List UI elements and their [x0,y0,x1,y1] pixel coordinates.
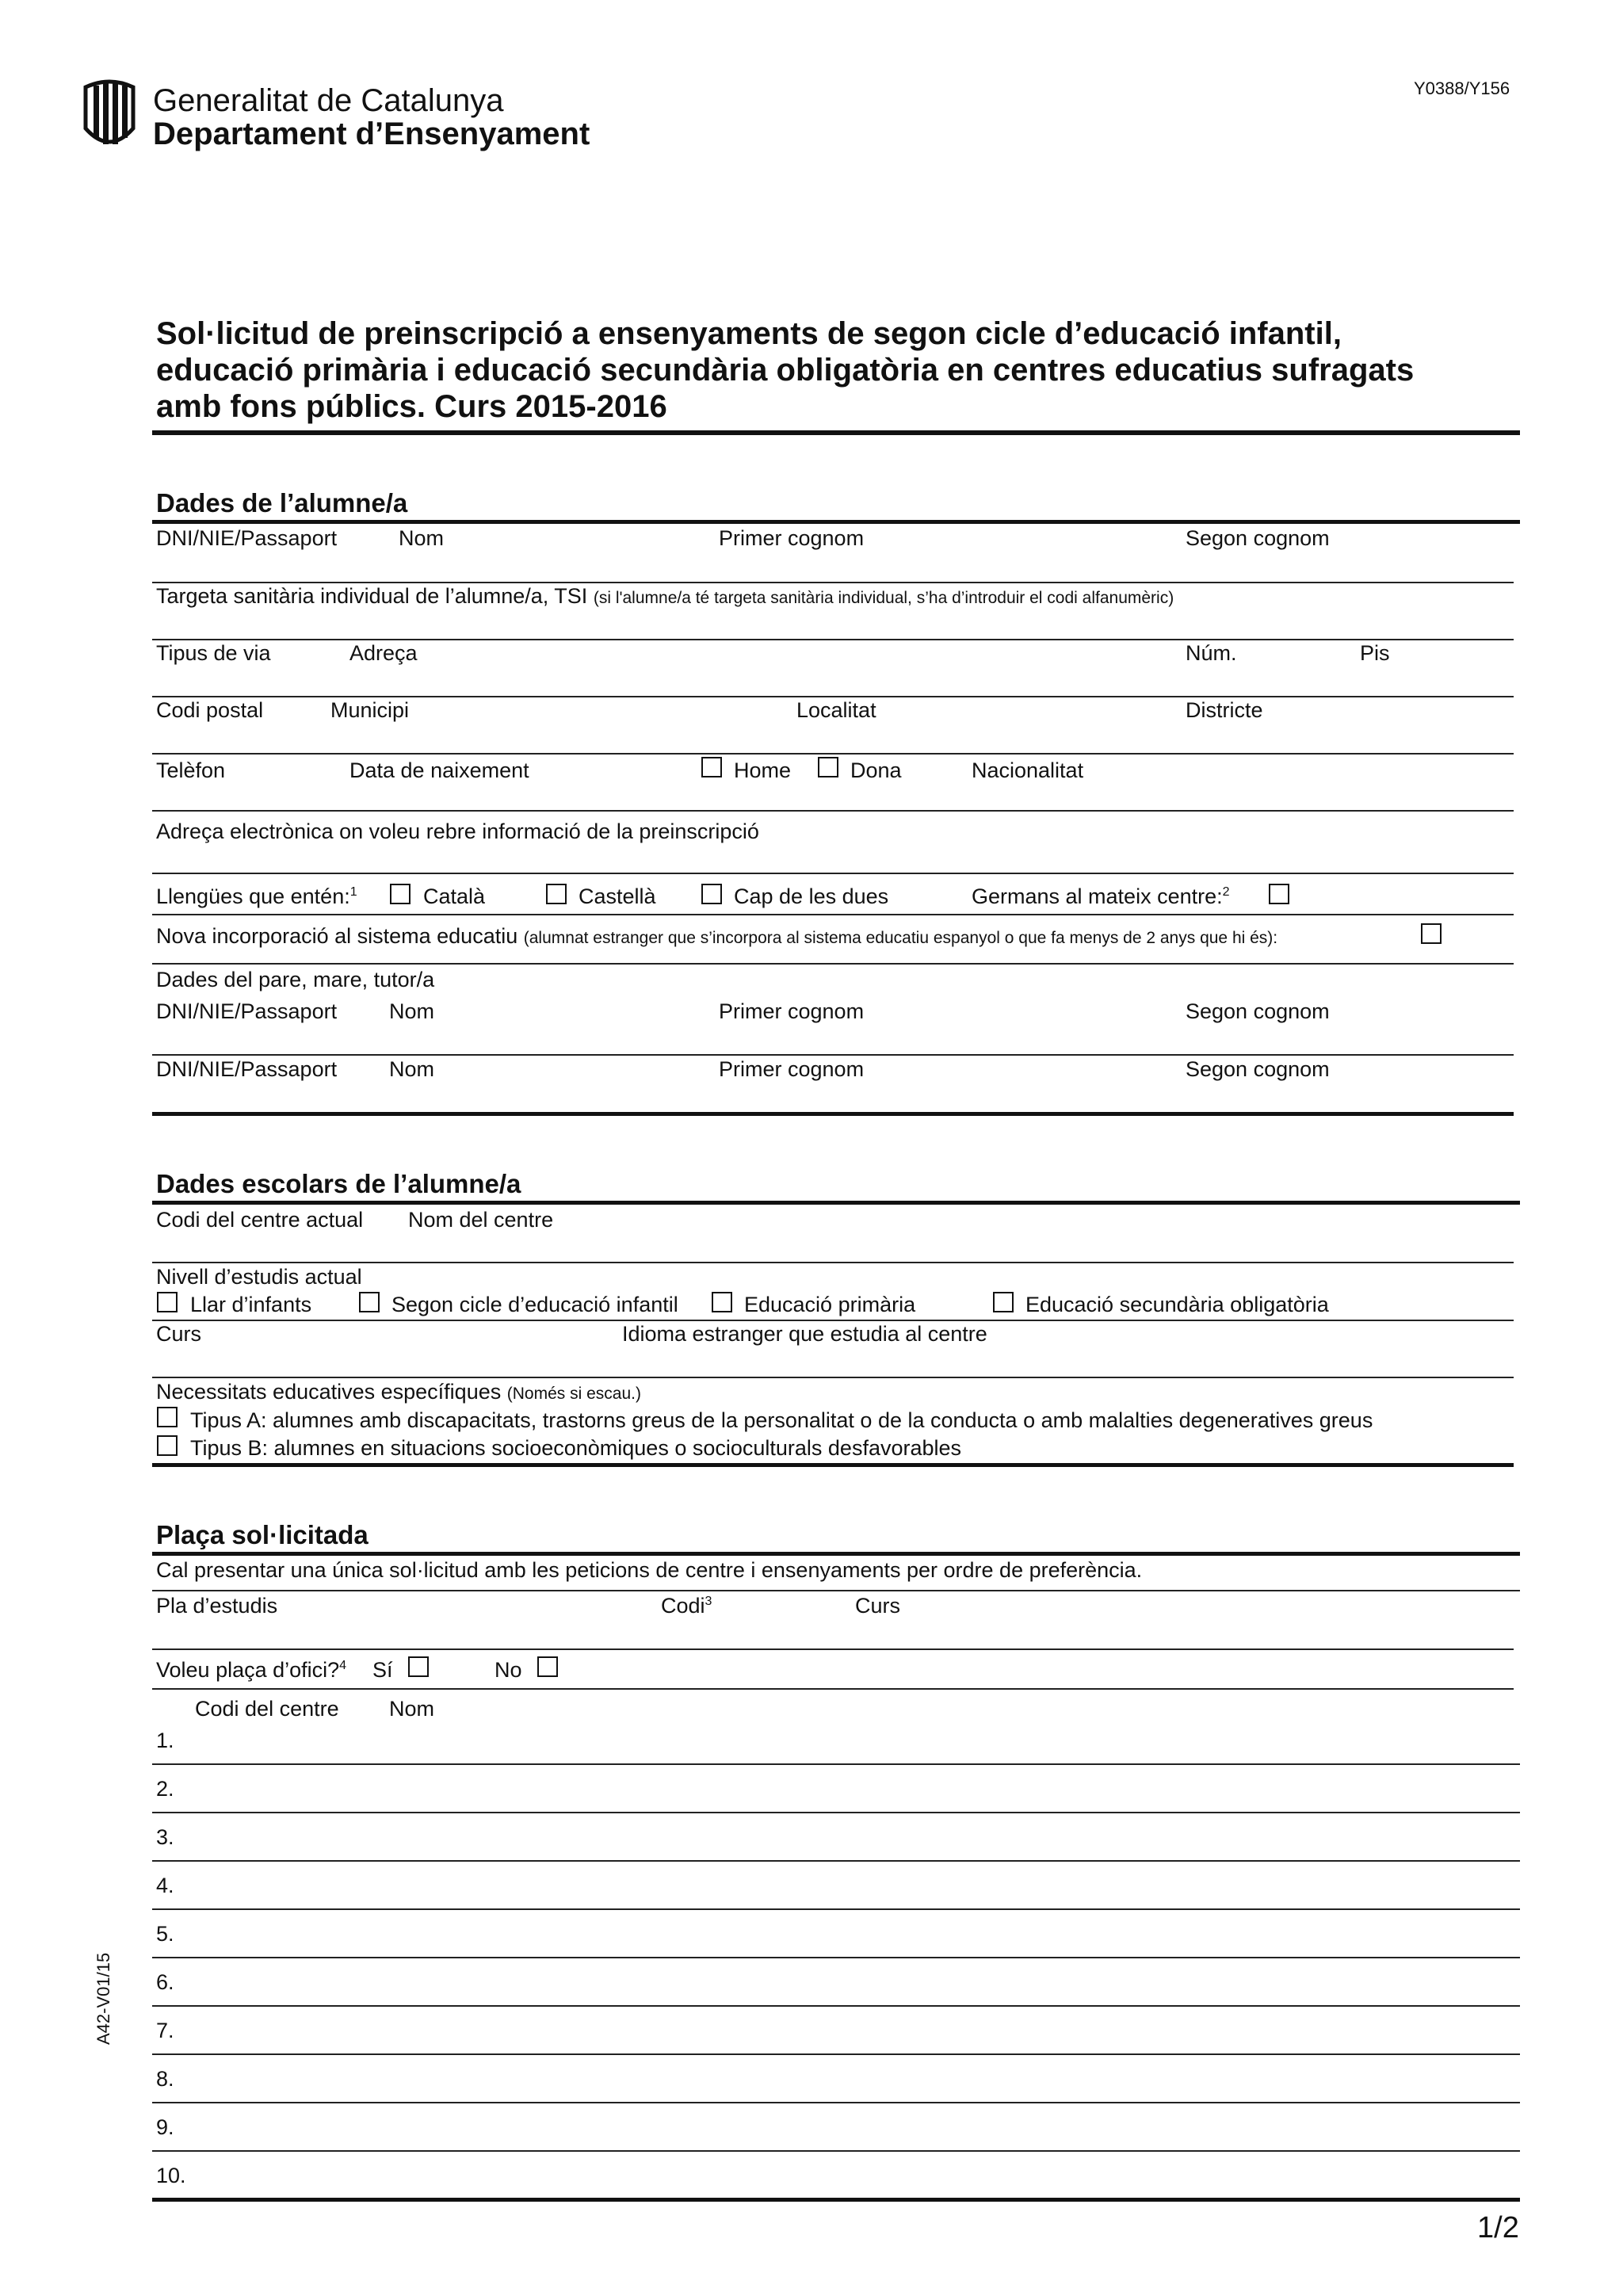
birthdate-label: Data de naixement [349,758,529,782]
form-title-line-2: educació primària i educació secundària obligatòria en centres educatius sufragats [156,353,1415,388]
divider [152,1688,1514,1690]
student-section-heading: Dades de l’alumne/a [156,488,408,518]
title-rule [152,430,1520,435]
street-type-label: Tipus de via [156,641,271,665]
preference-row-divider [152,2005,1520,2007]
nursery-checkbox[interactable] [157,1292,178,1312]
tsi-label-text: Targeta sanitària individual de l’alumne/a, TSI [156,584,588,608]
code-label [661,1595,712,1617]
type-b-checkbox[interactable] [157,1435,178,1456]
tsi-label [156,586,1174,607]
languages-label-text: Llengües que entén: [156,884,350,908]
siblings-label [972,886,1230,907]
male-label: Home [734,758,792,782]
page-number: 1/2 [1477,2211,1519,2244]
new-entry-label-text: Nova incorporació al sistema educatiu [156,924,518,948]
org-name: Generalitat de Catalunya [153,83,504,118]
generalitat-logo-icon [82,79,136,147]
email-label: Adreça electrònica on voleu rebre informació de la preinscripció [156,819,759,843]
number-label: Núm. [1186,641,1237,665]
district-label: Districte [1186,698,1263,722]
preference-row-number: 4. [156,1874,174,1897]
student-section-end-rule [152,1112,1514,1116]
infant-label: Segon cicle d’educació infantil [391,1293,678,1316]
new-entry-checkbox[interactable] [1421,923,1442,944]
catalan-checkbox[interactable] [390,884,411,904]
preference-row-divider [152,2102,1520,2103]
preference-row-number: 10. [156,2164,186,2187]
secondary-checkbox[interactable] [993,1292,1014,1312]
divider [152,963,1514,965]
place-section-end-rule [152,2198,1520,2202]
divider [152,1320,1514,1321]
divider [152,1054,1514,1056]
preference-row-number: 9. [156,2115,174,2139]
form-title-line-1: Sol·licitud de preinscripció a ensenyaments de segon cicle d’educació infantil, [156,316,1342,351]
primary-checkbox[interactable] [712,1292,732,1312]
doc-code: Y0388/Y156 [1414,78,1510,98]
preference-row-divider [152,1908,1520,1910]
type-a-label: Tipus A: alumnes amb discapacitats, trastorns greus de la personalitat o de la conducta o amb malalties degeneratives greus [190,1408,1373,1432]
ex-officio-no-checkbox[interactable] [537,1656,558,1677]
side-code: A42-V01/15 [94,1952,113,2045]
parent1-surname1-label: Primer cognom [719,999,865,1023]
new-entry-label [156,926,1277,947]
student-name-label: Nom [399,526,445,550]
parents-label: Dades del pare, mare, tutor/a [156,968,435,991]
preference-row-divider [152,1812,1520,1813]
course-label: Curs [156,1322,202,1346]
female-checkbox[interactable] [818,757,838,777]
current-centre-name-label: Nom del centre [408,1208,554,1232]
divider [152,1262,1514,1263]
parent2-surname2-label: Segon cognom [1186,1057,1330,1081]
female-label: Dona [850,758,902,782]
code-label-text: Codi [661,1594,705,1618]
siblings-checkbox[interactable] [1269,884,1289,904]
nursery-label: Llar d’infants [190,1293,312,1316]
school-section-heading: Dades escolars de l’alumne/a [156,1169,521,1198]
catalan-label: Català [423,884,486,908]
divider [152,582,1514,583]
locality-label: Localitat [796,698,876,722]
footnote-3: 3 [705,1595,712,1608]
footnote-2: 2 [1222,885,1230,899]
preference-row-number: 8. [156,2067,174,2091]
new-entry-note: (alumnat estranger que s’incorpora al sistema educatiu espanyol o que fa menys de 2 anys que hi és): [523,929,1278,947]
school-section-end-rule [152,1463,1514,1467]
divider [152,810,1514,812]
primary-label: Educació primària [744,1293,916,1316]
neither-checkbox[interactable] [701,884,722,904]
place-instruction: Cal presentar una única sol·licitud amb les peticions de centre i ensenyaments per ordre de preferència. [156,1558,1143,1582]
address-label: Adreça [349,641,418,665]
student-surname2-label: Segon cognom [1186,526,1330,550]
study-plan-label: Pla d’estudis [156,1594,278,1618]
spanish-label: Castellà [579,884,656,908]
floor-label: Pis [1360,641,1390,665]
preference-row-number: 5. [156,1922,174,1946]
parent2-surname1-label: Primer cognom [719,1057,865,1081]
siblings-label-text: Germans al mateix centre: [972,884,1223,908]
preference-row-number: 6. [156,1970,174,1994]
school-section-rule [152,1201,1520,1205]
secondary-label: Educació secundària obligatòria [1025,1293,1329,1316]
student-id-label: DNI/NIE/Passaport [156,526,338,550]
special-needs-label [156,1381,641,1403]
preference-row-divider [152,1957,1520,1958]
divider [152,914,1514,915]
form-title-line-3: amb fons públics. Curs 2015-2016 [156,389,667,424]
nationality-label: Nacionalitat [972,758,1084,782]
ex-officio-yes-checkbox[interactable] [408,1656,429,1677]
divider [152,753,1514,755]
no-label: No [495,1658,522,1682]
divider [152,696,1514,697]
infant-checkbox[interactable] [359,1292,380,1312]
footnote-4: 4 [339,1659,347,1672]
preference-row-number: 7. [156,2019,174,2042]
ex-officio-label-text: Voleu plaça d’ofici? [156,1658,340,1682]
type-b-label: Tipus B: alumnes en situacions socioeconòmiques o socioculturals desfavorables [190,1436,962,1460]
phone-label: Telèfon [156,758,226,782]
divider [152,1648,1514,1650]
divider [152,873,1514,874]
preference-row-divider [152,1860,1520,1862]
yes-label: Sí [372,1658,393,1682]
preference-row-divider [152,2150,1520,2152]
place-section-heading: Plaça sol·licitada [156,1520,369,1549]
male-checkbox[interactable] [701,757,722,777]
ex-officio-label [156,1660,346,1681]
divider [152,1590,1520,1591]
foreign-language-label: Idioma estranger que estudia al centre [622,1322,987,1346]
col-centre-name-label: Nom [389,1697,435,1721]
special-needs-note: (Només si escau.) [506,1385,641,1403]
preference-row-divider [152,2053,1520,2055]
preference-row-number: 3. [156,1825,174,1849]
place-section-rule [152,1552,1520,1556]
divider [152,639,1514,640]
special-needs-label-text: Necessitats educatives específiques [156,1380,502,1404]
parent1-name-label: Nom [389,999,435,1023]
type-a-checkbox[interactable] [157,1407,178,1427]
neither-label: Cap de les dues [734,884,889,908]
parent2-name-label: Nom [389,1057,435,1081]
current-centre-code-label: Codi del centre actual [156,1208,364,1232]
languages-label [156,886,357,907]
spanish-checkbox[interactable] [546,884,567,904]
postcode-label: Codi postal [156,698,264,722]
divider [152,1377,1514,1378]
col-centre-code-label: Codi del centre [195,1697,339,1721]
tsi-note: (si l'alumne/a té targeta sanitària individual, s’ha d’introduir el codi alfanumèric) [593,589,1174,607]
place-course-label: Curs [855,1594,901,1618]
footnote-1: 1 [349,885,357,899]
preference-row-number: 2. [156,1777,174,1801]
student-surname1-label: Primer cognom [719,526,865,550]
municipality-label: Municipi [330,698,410,722]
parent1-id-label: DNI/NIE/Passaport [156,999,338,1023]
parent2-id-label: DNI/NIE/Passaport [156,1057,338,1081]
current-level-label: Nivell d’estudis actual [156,1265,362,1289]
preference-row-number: 1. [156,1729,174,1752]
student-section-rule [152,520,1520,524]
parent1-surname2-label: Segon cognom [1186,999,1330,1023]
preference-row-divider [152,1763,1520,1765]
department-name: Departament d’Ensenyament [153,117,590,151]
